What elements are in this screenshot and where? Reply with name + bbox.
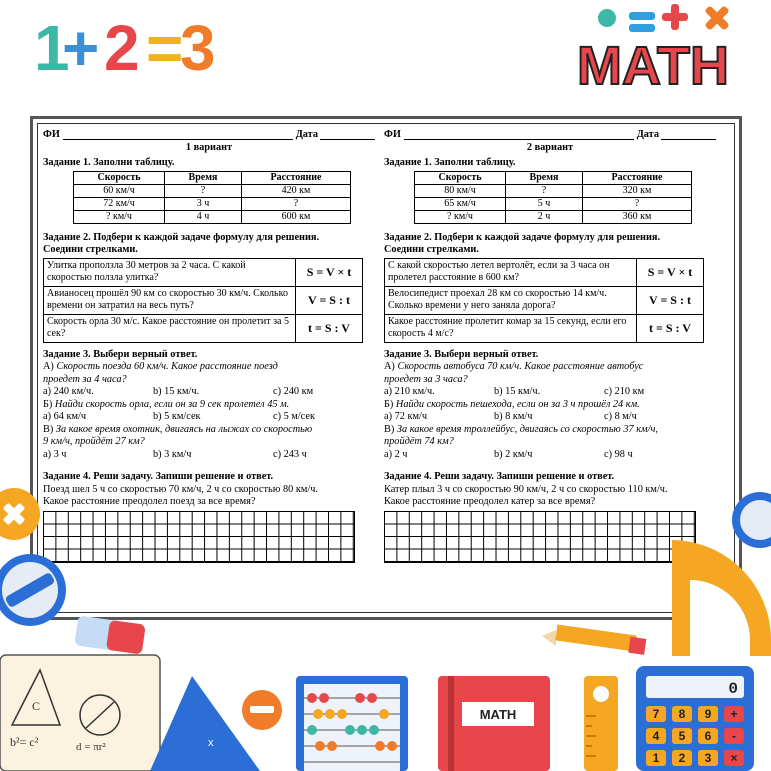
question-text: За какое время охотник, двигаясь на лыжах со скоростью xyxy=(55,423,313,435)
answer-option[interactable]: b) 5 км/сек xyxy=(153,411,201,422)
calculator-icon xyxy=(636,666,754,771)
question-line xyxy=(43,361,375,374)
answer-option[interactable]: b) 8 км/ч xyxy=(494,411,533,422)
header-row xyxy=(384,129,716,142)
answer-row xyxy=(43,449,375,462)
date-field[interactable] xyxy=(661,139,716,140)
table-cell[interactable]: 360 км xyxy=(583,210,692,223)
school-supplies-decor xyxy=(0,480,771,771)
formula-cell[interactable]: S = V × t xyxy=(296,258,363,286)
math-notebook xyxy=(438,676,550,771)
question-prefix: А) xyxy=(43,361,54,372)
answer-option[interactable]: a) 3 ч xyxy=(43,448,67,460)
geometry-label: x xyxy=(208,737,214,749)
question-line xyxy=(384,424,716,437)
answer-option[interactable]: b) 3 км/ч xyxy=(153,448,192,460)
table-cell[interactable]: 80 км/ч xyxy=(415,184,506,197)
answer-option[interactable]: c) 5 м/сек xyxy=(273,411,315,422)
table-cell[interactable]: ? xyxy=(242,197,351,210)
table-header: Расстояние xyxy=(583,171,692,184)
answer-option[interactable]: c) 240 км xyxy=(273,386,314,397)
question-line xyxy=(384,399,716,412)
question-prefix: Б) xyxy=(384,398,394,410)
question-text: Скорость автобуса 70 км/ч. Какое расстояние автобус xyxy=(397,361,644,372)
task2-subtitle: Соедини стрелками. xyxy=(384,244,479,255)
math-logo xyxy=(575,0,745,90)
eraser-icon xyxy=(74,615,146,654)
fio-field[interactable] xyxy=(404,138,634,140)
table-cell[interactable]: 4 ч xyxy=(165,210,242,223)
table-header: Расстояние xyxy=(242,171,351,184)
task1-title: Задание 1. Заполни таблицу. xyxy=(43,157,175,168)
question-prefix: В) xyxy=(384,423,395,435)
triangle-icon xyxy=(150,676,260,771)
answer-option[interactable]: a) 240 км/ч. xyxy=(43,386,94,397)
task4-text: Какое расстояние преодолел катер за все время? xyxy=(384,496,596,507)
answer-option[interactable]: c) 243 ч xyxy=(273,448,307,460)
table-cell[interactable]: 5 ч xyxy=(506,197,583,210)
task4-title: Задание 4. Реши задачу. Запиши решение и ответ. xyxy=(384,471,615,482)
table-cell[interactable]: 600 км xyxy=(242,210,351,223)
problem-cell: Велосипедист проехал 28 км со скоростью 14 км/ч. Сколько времени у него заняла дорога? xyxy=(385,286,637,314)
answer-option[interactable]: a) 2 ч xyxy=(384,448,408,460)
calculator-key: 3 xyxy=(704,751,712,765)
formula-cell[interactable]: S = V × t xyxy=(637,258,704,286)
geometry-label: b²= c² xyxy=(10,735,39,749)
task2-title: Задание 2. Подбери к каждой задаче формулу для решения. xyxy=(384,231,661,243)
calculator-key: × xyxy=(730,751,738,765)
variant-title: 2 вариант xyxy=(526,141,574,153)
calculator-key: 9 xyxy=(704,707,712,721)
task3-title: Задание 3. Выбери верный ответ. xyxy=(384,348,539,360)
magnifier-icon xyxy=(732,492,771,548)
pencil-icon xyxy=(542,625,646,655)
question-text: Найди скорость пешехода, если он за 3 ч прошёл 24 км. xyxy=(395,398,640,410)
calculator-display: 0 xyxy=(728,680,738,698)
problem-cell: Какое расстояние пролетит комар за 15 секунд, если его скорость 4 м/с? xyxy=(385,314,637,342)
date-label: Дата xyxy=(636,129,659,140)
answer-row xyxy=(384,449,716,462)
question-line xyxy=(43,399,375,412)
task3-title: Задание 3. Выбери верный ответ. xyxy=(43,348,198,360)
answer-option[interactable]: a) 210 км/ч. xyxy=(384,386,435,397)
logo-char: + xyxy=(62,12,100,84)
task4-title: Задание 4. Реши задачу. Запиши решение и ответ. xyxy=(43,471,274,482)
task2-subtitle: Соедини стрелками. xyxy=(43,244,138,255)
table-cell[interactable]: 420 км xyxy=(242,184,351,197)
table-cell[interactable]: 60 км/ч xyxy=(74,184,165,197)
answer-option[interactable]: c) 98 ч xyxy=(604,448,633,460)
table-cell[interactable]: ? xyxy=(583,197,692,210)
task4-text: Поезд шел 5 ч со скоростью 70 км/ч, 2 ч со скоростью 80 км/ч. xyxy=(43,483,318,495)
table-cell[interactable]: 65 км/ч xyxy=(415,197,506,210)
task1-title: Задание 1. Заполни таблицу. xyxy=(384,157,516,168)
table-header: Скорость xyxy=(74,171,165,184)
answer-option[interactable]: c) 210 км xyxy=(604,386,645,397)
formula-cell[interactable]: t = S : V xyxy=(296,314,363,342)
magnifier-icon xyxy=(0,554,66,626)
question-text: проедет за 4 часа? xyxy=(43,373,127,385)
task4-text: Какое расстояние преодолел поезд за все время? xyxy=(43,496,256,507)
protractor-icon xyxy=(672,540,771,656)
geometry-label: d = πr² xyxy=(76,741,106,753)
formula-cell[interactable]: V = S : t xyxy=(296,286,363,314)
table-cell[interactable]: 320 км xyxy=(583,184,692,197)
task2-title: Задание 2. Подбери к каждой задаче формулу для решения. xyxy=(43,231,320,243)
calculator-key: 1 xyxy=(652,751,660,765)
variant-title: 1 вариант xyxy=(185,141,233,153)
logo-char: = xyxy=(146,12,184,84)
answer-option[interactable]: b) 15 км/ч. xyxy=(494,386,541,397)
answer-row xyxy=(43,386,375,399)
answer-option[interactable]: b) 15 км/ч. xyxy=(153,386,200,397)
table-cell[interactable]: 72 км/ч xyxy=(74,197,165,210)
calculator-key: + xyxy=(730,707,738,721)
minus-icon xyxy=(242,690,282,730)
question-text: За какое время троллейбус, двигаясь со скоростью 37 км/ч, xyxy=(396,423,658,435)
table-cell[interactable]: ? км/ч xyxy=(415,210,506,223)
logo-123 xyxy=(34,6,234,86)
answer-row xyxy=(384,411,716,424)
ruler-icon xyxy=(584,676,618,771)
calculator-key: 8 xyxy=(678,707,686,721)
table-cell[interactable]: 2 ч xyxy=(506,210,583,223)
geometry-notebook xyxy=(0,655,160,771)
answer-option[interactable]: b) 2 км/ч xyxy=(494,448,533,460)
answer-row xyxy=(384,386,716,399)
table-header: Время xyxy=(165,171,242,184)
date-label: Дата xyxy=(295,129,318,140)
question-line xyxy=(384,361,716,374)
problem-cell: Скорость орла 30 м/с. Какое расстояние он пролетит за 5 сек? xyxy=(44,314,296,342)
problem-cell: Авианосец прошёл 90 км со скоростью 30 км/ч. Сколько времени он затратил на весь путь? xyxy=(44,286,296,314)
answer-option[interactable]: a) 64 км/ч xyxy=(43,411,87,422)
table-header: Скорость xyxy=(415,171,506,184)
question-text: Найди скорость орла, если он за 9 сек пролетел 45 м. xyxy=(54,398,290,410)
formula-cell[interactable]: t = S : V xyxy=(637,314,704,342)
task1-table xyxy=(73,171,351,224)
task2-table xyxy=(43,258,363,343)
date-field[interactable] xyxy=(320,139,375,140)
question-text: Скорость поезда 60 км/ч. Какое расстояние поезд xyxy=(56,361,278,372)
problem-cell: С какой скоростью летел вертолёт, если за 3 часа он пролетел расстояние в 600 км? xyxy=(385,258,637,286)
task1-table xyxy=(414,171,692,224)
table-cell[interactable]: ? км/ч xyxy=(74,210,165,223)
header-row xyxy=(43,129,375,142)
question-prefix: А) xyxy=(384,361,395,372)
fio-field[interactable] xyxy=(63,138,293,140)
logo-char: 3 xyxy=(180,12,216,84)
calculator-key: - xyxy=(732,729,736,743)
task2-table xyxy=(384,258,704,343)
logo-char: 1 xyxy=(34,12,70,84)
question-line xyxy=(43,424,375,437)
question-text: пройдёт 74 км? xyxy=(384,436,454,447)
table-cell[interactable]: ? xyxy=(506,184,583,197)
question-prefix: В) xyxy=(43,423,54,435)
calculator-key: 6 xyxy=(704,729,712,743)
calculator-key: 5 xyxy=(678,729,686,743)
fio-label: ФИ xyxy=(43,129,60,140)
fio-label: ФИ xyxy=(384,129,401,140)
question-prefix: Б) xyxy=(43,398,53,410)
question-text: 9 км/ч, пройдёт 27 км? xyxy=(43,436,145,447)
answer-row xyxy=(43,411,375,424)
calculator-key: 4 xyxy=(652,729,660,743)
geometry-label: C xyxy=(32,699,41,713)
calculator-key: 2 xyxy=(678,751,686,765)
calculator-key: 7 xyxy=(652,707,660,721)
table-cell[interactable]: 3 ч xyxy=(165,197,242,210)
answer-option[interactable]: c) 8 м/ч xyxy=(604,411,637,422)
logo-char: 2 xyxy=(104,12,140,84)
abacus-icon xyxy=(296,676,408,771)
task4-text: Катер плыл 3 ч со скоростью 90 км/ч, 2 ч со скоростью 110 км/ч. xyxy=(384,483,668,495)
notebook-label: MATH xyxy=(479,707,517,722)
math-logo-text: MATH xyxy=(577,36,729,90)
problem-cell: Улитка проползла 30 метров за 2 часа. С какой скоростью ползла улитка? xyxy=(44,258,296,286)
table-cell[interactable]: ? xyxy=(165,184,242,197)
plus-icon xyxy=(0,488,40,540)
question-text: проедет за 3 часа? xyxy=(384,373,468,385)
answer-option[interactable]: a) 72 км/ч xyxy=(384,411,428,422)
table-header: Время xyxy=(506,171,583,184)
formula-cell[interactable]: V = S : t xyxy=(637,286,704,314)
